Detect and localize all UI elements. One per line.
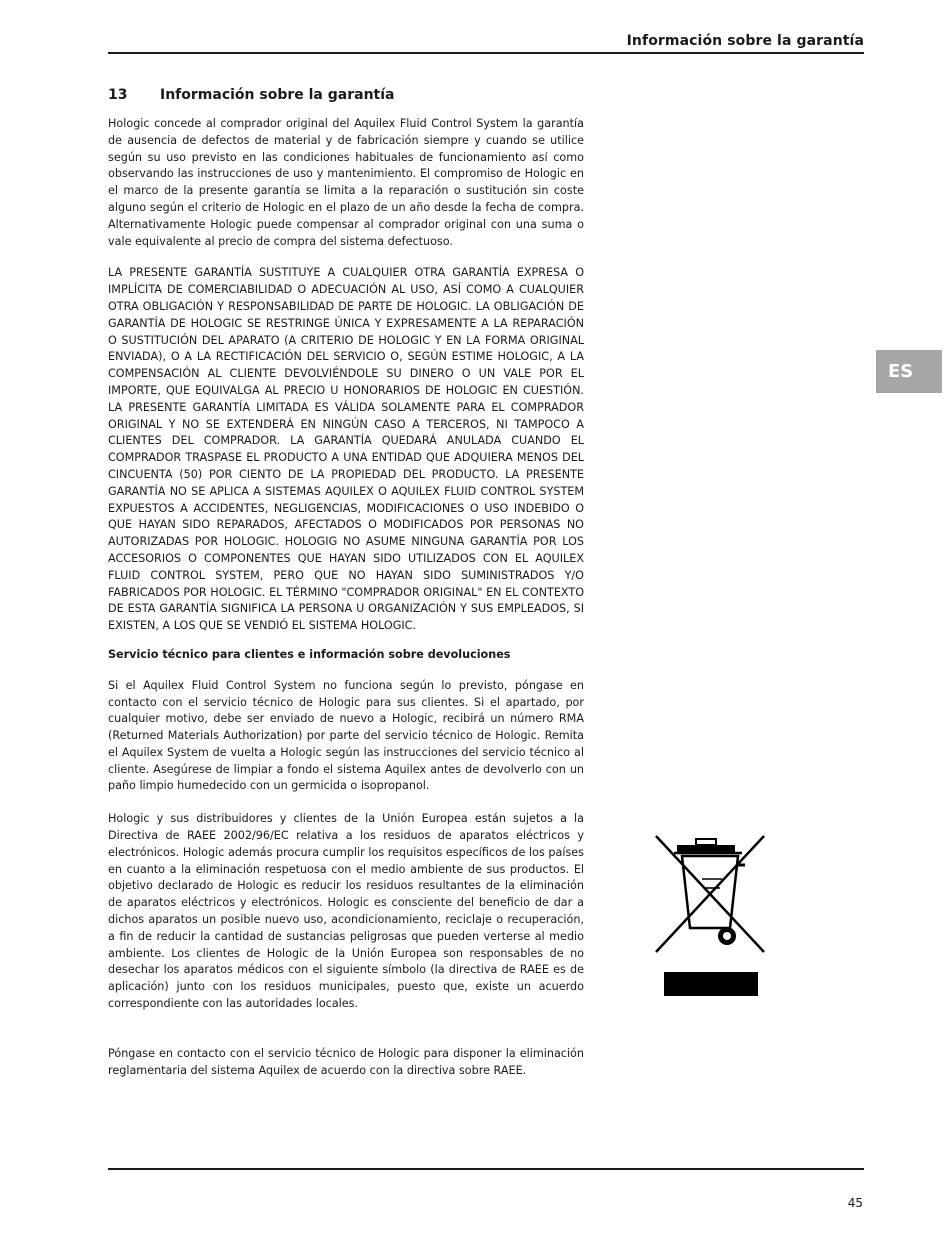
section-heading [108, 87, 394, 103]
service-paragraph: Si el Aquilex Fluid Control System no funciona según lo previsto, póngase en contacto con el servicio técnico de Hologic para sus clientes. Si el apartado, por cualquier motivo, debe ser enviado de nuevo a Hologic, recibirá un número RMA (Returned Materials Authorization) por parte del servicio técnico de Hologic. Remita el Aquilex System de vuelta a Hologic según las instrucciones del servicio técnico al cliente. Asegúrese de limpiar a fondo el sistema Aquilex antes de devolverlo con un paño limpio humedecido con un germicida o isopropanol. [108, 678, 584, 793]
section-number: 13 [108, 87, 128, 103]
header-rule [108, 52, 864, 54]
weee-crossed-bin-icon [650, 832, 770, 1000]
body-text [108, 116, 584, 1079]
weee-paragraph: Hologic y sus distribuidores y clientes de la Unión Europea están sujetos a la Directiva de RAEE 2002/96/EC relativa a los residuos de aparatos eléctricos y electrónicos. Hologic además procura cumplir los requisitos específicos de los países en cuanto a la eliminación respetuosa con el medio ambiente de sus productos. El objetivo declarado de Hologic es reducir los residuos resultantes de la eliminación de aparatos eléctricos y electrónicos. Hologic es consciente del beneficio de dar a dichos aparatos un posible nuevo uso, acondicionamiento, reciclaje o recuperación, a fin de reducir la cantidad de sustancias peligrosas que pueden verterse al medio ambiente. Los clientes de Hologic de la Unión Europea son responsables de no desechar los aparatos médicos con el siguiente símbolo (la directiva de RAEE es de aplicación) junto con los residuos municipales, puesto que, existe un acuerdo correspondiente con las autoridades locales. [108, 812, 584, 1011]
page-number: 45 [847, 1196, 863, 1210]
contact-paragraph: Póngase en contacto con el servicio técnico de Hologic para disponer la eliminación reglamentaria del sistema Aquilex de acuerdo con la directiva sobre RAEE. [108, 1046, 584, 1077]
footer-rule [108, 1168, 864, 1170]
disclaimer-paragraph: LA PRESENTE GARANTÍA SUSTITUYE A CUALQUIER OTRA GARANTÍA EXPRESA O IMPLÍCITA DE COMERCIABILIDAD O ADECUACIÓN AL USO, ASÍ COMO A CUALQUIER OTRA OBLIGACIÓN Y RESPONSABILIDAD DE PARTE DE HOLOGIC. LA OBLIGACIÓN DE GARANTÍA DE HOLOGIC SE RESTRINGE ÚNICA Y EXPRESAMENTE A LA REPARACIÓN O SUSTITUCIÓN DEL APARATO (A CRITERIO DE HOLOGIC Y EN LA FORMA ORIGINAL ENVIADA), O A LA RECTIFICACIÓN DEL SERVICIO O, SEGÚN ESTIME HOLOGIC, A LA COMPENSACIÓN AL CLIENTE DEVOLVIÉNDOLE SU DINERO O UN VALE POR EL IMPORTE, QUE EQUIVALGA AL PRECIO U HONORARIOS DE HOLOGIC EN CUESTIÓN. LA PRESENTE GARANTÍA LIMITADA ES VÁLIDA SOLAMENTE PARA EL COMPRADOR ORIGINAL Y NO SE EXTENDERÁ EN NINGÚN CASO A TERCEROS, NI TAMPOCO A CLIENTES DEL COMPRADOR. LA GARANTÍA QUEDARÁ ANULADA CUANDO EL COMPRADOR TRASPASE EL PRODUCTO A UNA ENTIDAD QUE ADQUIERA MENOS DEL CINCUENTA (50) POR CIENTO DE LA PROPIEDAD DEL PRODUCTO. LA PRESENTE GARANTÍA NO SE APLICA A SISTEMAS AQUILEX O AQUILEX FLUID CONTROL SYSTEM EXPUESTOS A ACCIDENTES, NEGLIGENCIAS, MODIFICACIONES O USO INDEBIDO O QUE HAYAN SIDO REPARADOS, AFECTADOS O MODIFICADOS POR PERSONAS NO AUTORIZADAS POR HOLOGIC. HOLOGIG NO ASUME NINGUNA GARANTÍA POR LOS ACCESORIOS O COMPONENTES QUE HAYAN SIDO UTILIZADOS CON EL AQUILEX FLUID CONTROL SYSTEM, PERO QUE NO HAYAN SIDO SUMINISTRADOS Y/O FABRICADOS POR HOLOGIC. EL TÉRMINO "COMPRADOR ORIGINAL" EN EL CONTEXTO DE ESTA GARANTÍA SIGNIFICA LA PERSONA U ORGANIZACIÓN Y SUS EMPLEADOS, SI EXISTEN, A LOS QUE SE VENDIÓ EL SISTEMA HOLOGIC. [108, 266, 584, 633]
section-title: Información sobre la garantía [160, 87, 395, 103]
language-tab [876, 350, 942, 393]
warranty-paragraph: Hologic concede al comprador original del Aquilex Fluid Control System la garantía de ausencia de defectos de material y de fabricación siempre y cuando se utilice según su uso previsto en las condiciones habituales de funcionamiento así como observando las instrucciones de uso y mantenimiento. El compromiso de Hologic en el marco de la presente garantía se limita a la reparación o sustitución sin coste alguno según el criterio de Hologic en el plazo de un año desde la fecha de compra. Alternativamente Hologic puede compensar al comprador original con una suma o vale equivalente al precio de compra del sistema defectuoso. [108, 117, 584, 248]
language-tab-label: ES [888, 361, 914, 382]
service-subheading: Servicio técnico para clientes e información sobre devoluciones [108, 647, 511, 661]
page-header-title: Información sobre la garantía [626, 33, 864, 49]
